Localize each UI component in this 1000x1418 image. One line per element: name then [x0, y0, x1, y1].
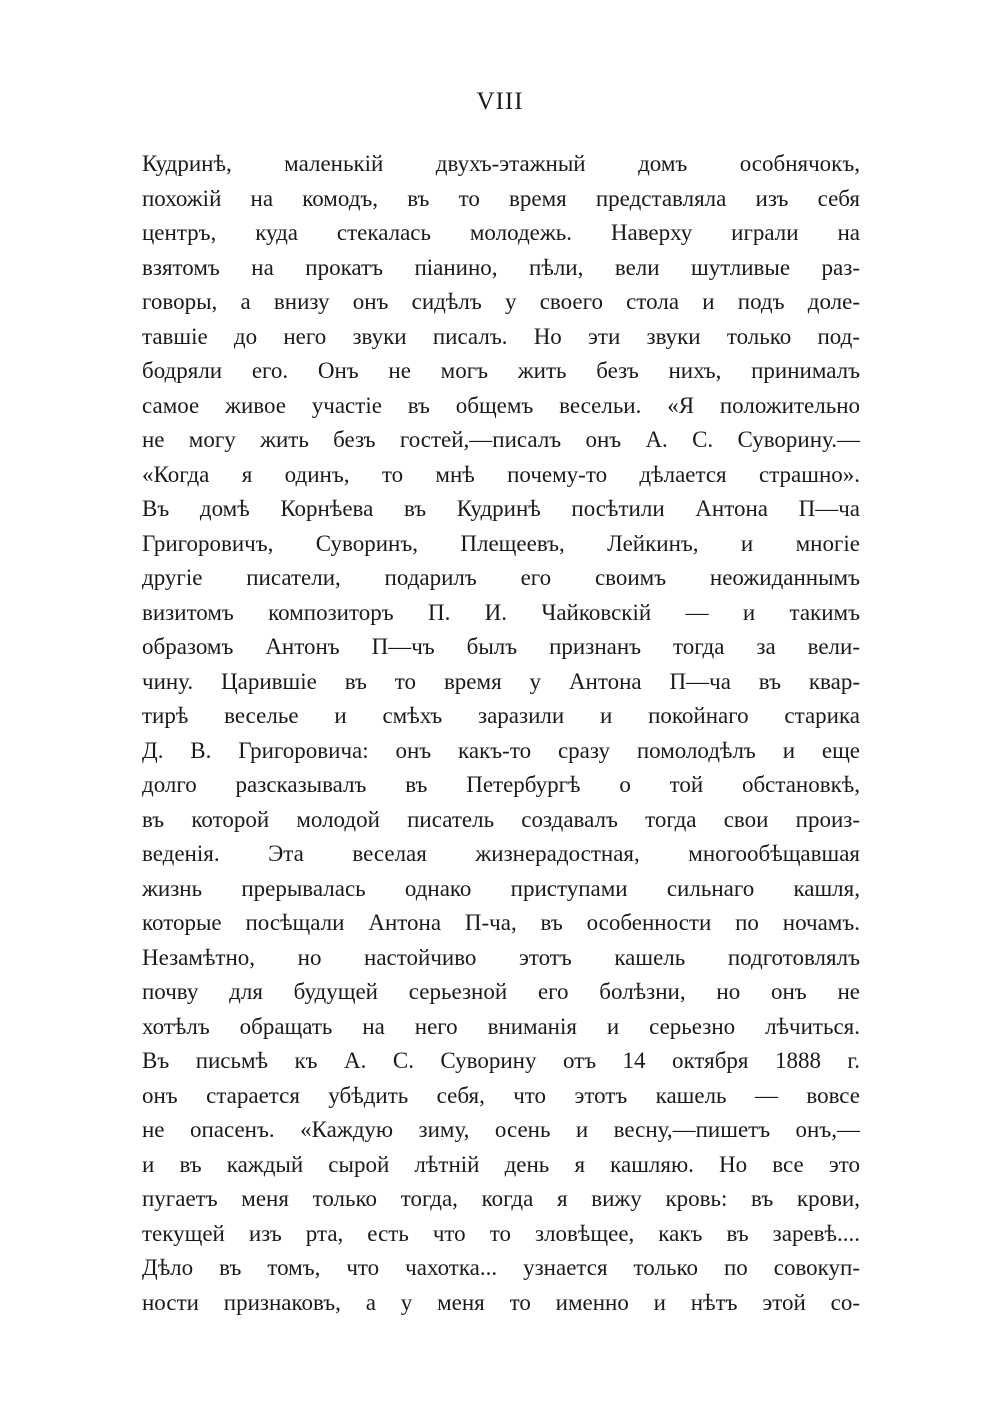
text-line: Григоровичъ, Суворинъ, Плещеевъ, Лейкинъ, и многіе	[142, 530, 860, 556]
text-line: образомъ Антонъ П—чъ былъ признанъ тогда за вели-	[142, 634, 860, 659]
text-line: взятомъ на прокатъ піанино, пѣли, вели шутливые раз-	[142, 254, 860, 280]
text-line: говоры, а внизу онъ сидѣлъ у своего стола и подъ доле-	[142, 289, 860, 314]
text-line: Дѣло въ томъ, что чахотка... узнается только по совокуп-	[142, 1255, 860, 1280]
text-line: Въ домѣ Корнѣева въ Кудринѣ посѣтили Антона П—ча	[142, 496, 860, 521]
text-line: Д. В. Григоровича: онъ какъ-то сразу помолодѣлъ и еще	[142, 737, 860, 763]
page-number: VIII	[476, 88, 524, 115]
text-line: почву для будущей серьезной его болѣзни, но онъ не	[142, 979, 860, 1004]
text-line: Въ письмѣ къ А. С. Суворину отъ 14 октября 1888 г.	[142, 1048, 860, 1073]
text-line: бодряли его. Онъ не могъ жить безъ нихъ, принималъ	[142, 358, 860, 383]
text-line: тирѣ веселье и смѣхъ заразили и покойнаго старика	[142, 703, 860, 728]
text-line: текущей изъ рта, есть что то зловѣщее, какъ въ заревѣ....	[142, 1220, 860, 1246]
text-line: и въ каждый сырой лѣтній день я кашляю. Но все это	[142, 1151, 860, 1177]
text-line: центръ, куда стекалась молодежь. Наверху играли на	[142, 220, 860, 245]
text-line: похожій на комодъ, въ то время представляла изъ себя	[142, 185, 860, 211]
text-line: визитомъ композиторъ П. И. Чайковскій — и такимъ	[142, 599, 860, 625]
text-line: въ которой молодой писатель создавалъ тогда свои произ-	[142, 806, 860, 832]
text-line: Кудринѣ, маленькій двухъ-этажный домъ особнячокъ,	[142, 151, 860, 176]
text-line: долго разсказывалъ въ Петербургѣ о той обстановкѣ,	[142, 772, 860, 797]
text-line: Незамѣтно, но настойчиво этотъ кашель подготовлялъ	[142, 944, 860, 970]
text-line: ности признаковъ, а у меня то именно и нѣтъ этой со-	[142, 1289, 860, 1315]
text-line: которые посѣщали Антона П-ча, въ особенности по ночамъ.	[142, 910, 860, 935]
text-line: онъ старается убѣдить себя, что этотъ кашель — вовсе	[142, 1082, 860, 1108]
text-line: самое живое участіе въ общемъ весельи. «Я положительно	[142, 392, 860, 418]
text-line: пугаетъ меня только тогда, когда я вижу кровь: въ крови,	[142, 1186, 860, 1211]
text-line: тавшіе до него звуки писалъ. Но эти звуки только под-	[142, 323, 860, 349]
text-line: хотѣлъ обращать на него вниманія и серьезно лѣчиться.	[142, 1013, 860, 1039]
text-line: «Когда я одинъ, то мнѣ почему-то дѣлается страшно».	[142, 461, 860, 487]
text-line: веденія. Эта веселая жизнерадостная, многообѣщавшая	[142, 841, 860, 866]
body-text	[142, 147, 860, 1320]
text-line: жизнь прерывалась однако приступами сильнаго кашля,	[142, 875, 860, 901]
text-line: другіе писатели, подарилъ его своимъ неожиданнымъ	[142, 565, 860, 590]
text-line: не могу жить безъ гостей,—писалъ онъ А. С. Суворину.—	[142, 427, 860, 452]
text-line: не опасенъ. «Каждую зиму, осень и весну,—пишетъ онъ,—	[142, 1117, 860, 1142]
text-line: чину. Царившіе въ то время у Антона П—ча въ квар-	[142, 668, 860, 694]
